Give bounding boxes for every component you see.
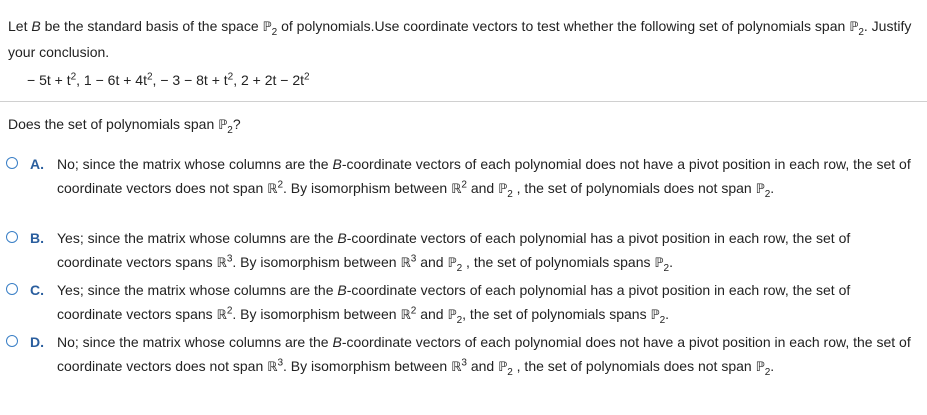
section-divider (0, 101, 927, 102)
option-text-part: No; since the matrix whose columns are the (57, 156, 329, 172)
space-subscript: 2 (858, 26, 864, 38)
real-space-symbol: ℝ (216, 308, 227, 323)
option-letter: C. (30, 282, 44, 298)
radio-button-b[interactable] (6, 231, 18, 243)
real-space-symbol: ℝ (451, 360, 462, 375)
space-subscript: 2 (507, 366, 513, 378)
intro-text: be the standard basis of the space (44, 18, 259, 34)
question-statement (8, 14, 913, 64)
real-space-symbol: ℝ (216, 256, 227, 271)
option-a-text[interactable] (57, 152, 913, 202)
option-text-part: -coordinate vectors of each polynomial does not have a pivot position in each row, the set of coordinate vectors does not span (57, 334, 911, 374)
space-subscript: 2 (456, 314, 463, 326)
real-space-symbol: ℝ (267, 182, 278, 197)
exponent: 3 (226, 253, 233, 265)
space-subscript: 2 (764, 188, 771, 200)
space-symbol: ℙ (498, 360, 508, 375)
polynomial-3: , − 3 − 8t + t (152, 72, 228, 88)
option-text-part: -coordinate vectors of each polynomial has a pivot position in each row, the set of coordinate vectors spans (57, 282, 851, 322)
space-subscript: 2 (663, 262, 670, 274)
option-text-part: -coordinate vectors of each polynomial does not have a pivot position in each row, the set of coordinate vectors does not span (57, 156, 911, 196)
exponent: 2 (410, 305, 417, 317)
exponent: 3 (410, 253, 417, 265)
basis-symbol: B (31, 18, 41, 34)
option-b-text[interactable] (57, 226, 913, 276)
real-space-symbol: ℝ (451, 182, 462, 197)
space-subscript: 2 (227, 124, 233, 136)
space-subscript: 2 (764, 366, 771, 378)
space-symbol: ℙ (447, 308, 457, 323)
option-text-part: . By isomorphism between (232, 254, 397, 270)
polynomial-set (8, 68, 913, 92)
exponent: 3 (277, 357, 283, 369)
exponent: 2 (277, 179, 283, 191)
exponent: 2 (227, 71, 234, 83)
option-text-part: No; since the matrix whose columns are the (57, 334, 329, 350)
space-symbol: ℙ (755, 182, 765, 197)
space-symbol: ℙ (755, 360, 765, 375)
space-symbol: ℙ (262, 20, 272, 35)
option-text-part: . (665, 306, 670, 322)
option-letter: D. (30, 334, 44, 350)
option-text-part: -coordinate vectors of each polynomial has a pivot position in each row, the set of coordinate vectors spans (57, 230, 851, 270)
space-subscript: 2 (456, 262, 463, 274)
exponent: 2 (226, 305, 233, 317)
option-letter: B. (30, 230, 44, 246)
option-a[interactable] (0, 152, 927, 226)
space-subscript: 2 (659, 314, 666, 326)
real-space-symbol: ℝ (267, 360, 278, 375)
question-prompt (8, 116, 241, 136)
option-text-part: . (669, 254, 673, 270)
real-space-symbol: ℝ (400, 256, 411, 271)
option-text-part: . By isomorphism between (232, 306, 397, 322)
option-text-part: , the set of polynomials spans (466, 254, 651, 270)
exponent: 3 (461, 357, 467, 369)
space-symbol: ℙ (849, 20, 859, 35)
space-symbol: ℙ (218, 118, 228, 133)
option-c[interactable] (0, 278, 927, 330)
polynomial-2: , 1 − 6t + 4t (76, 72, 147, 88)
intro-text: of polynomials.Use coordinate vectors to test whether the following set of polynomials span (281, 18, 846, 34)
exponent: 2 (70, 71, 77, 83)
option-text-part: Yes; since the matrix whose columns are the (57, 282, 334, 298)
exponent: 2 (461, 179, 467, 191)
radio-button-c[interactable] (6, 283, 18, 295)
option-text-part: and (420, 306, 444, 322)
space-subscript: 2 (271, 26, 278, 38)
option-text-part: . (770, 358, 775, 374)
space-subscript: 2 (507, 188, 513, 200)
prompt-text: Does the set of polynomials span (8, 116, 215, 132)
intro-text: . Justify your conclusion. (8, 18, 912, 60)
option-text-part: , the set of polynomials does not span (516, 358, 752, 374)
space-symbol: ℙ (447, 256, 457, 271)
basis-symbol: B (337, 230, 347, 246)
option-text-part: and (420, 254, 444, 270)
space-symbol: ℙ (654, 256, 664, 271)
option-b[interactable] (0, 226, 927, 278)
question-text (8, 14, 913, 92)
intro-text: Let (8, 18, 28, 34)
basis-symbol: B (337, 282, 347, 298)
answer-options (0, 152, 927, 400)
option-d[interactable] (0, 330, 927, 400)
basis-symbol: B (332, 156, 342, 172)
polynomial-1: − 5t + t (27, 72, 71, 88)
option-text-part: . By isomorphism between (283, 358, 448, 374)
prompt-end: ? (232, 116, 241, 132)
space-symbol: ℙ (650, 308, 660, 323)
option-letter: A. (30, 156, 44, 172)
option-d-text[interactable] (57, 330, 913, 380)
option-c-text[interactable] (57, 278, 913, 328)
exponent: 2 (304, 71, 310, 83)
space-symbol: ℙ (498, 182, 508, 197)
option-text-part: and (470, 180, 495, 196)
option-text-part: Yes; since the matrix whose columns are the (57, 230, 334, 246)
exponent: 2 (146, 71, 153, 83)
polynomial-4: , 2 + 2t − 2t (233, 72, 305, 88)
option-text-part: . (770, 180, 775, 196)
option-text-part: and (470, 358, 495, 374)
option-text-part: . By isomorphism between (283, 180, 448, 196)
option-text-part: , the set of polynomials does not span (516, 180, 752, 196)
basis-symbol: B (332, 334, 342, 350)
radio-button-a[interactable] (6, 157, 18, 169)
option-text-part: , the set of polynomials spans (462, 306, 647, 322)
radio-button-d[interactable] (6, 335, 18, 347)
real-space-symbol: ℝ (400, 308, 411, 323)
